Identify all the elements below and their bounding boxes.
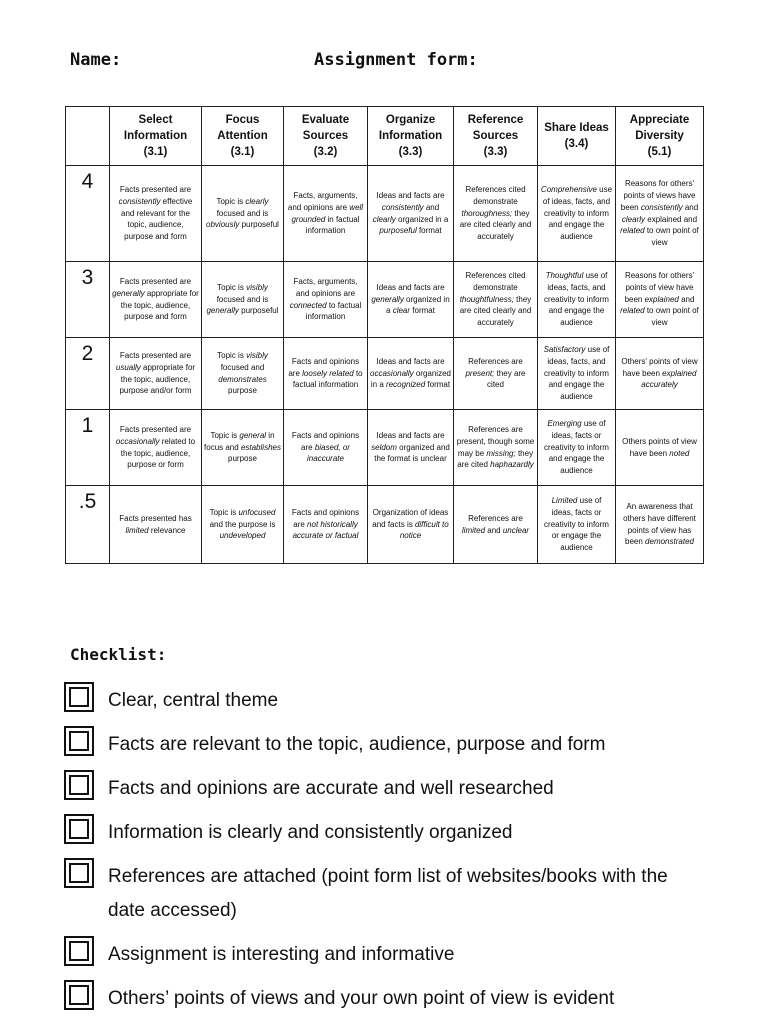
checklist-item-text: Assignment is interesting and informative — [108, 944, 455, 965]
rubric-cell: Facts presented has limited relevance — [110, 486, 202, 564]
rubric-cell: Facts and opinions are loosely related to factual information — [284, 338, 368, 410]
rubric-cell: Ideas and facts are generally organized in a clear format — [368, 262, 454, 338]
rubric-row — [66, 486, 704, 564]
rubric-cell: Facts presented are consistently effective and relevant for the topic, audience, purpose and form — [110, 166, 202, 262]
rubric-cell: Topic is unfocused and the purpose is undeveloped — [202, 486, 284, 564]
rubric-cell: Ideas and facts are seldom organized and the format is unclear — [368, 410, 454, 486]
name-label: Name: — [70, 50, 122, 70]
rubric-cell: Ideas and facts are consistently and clearly organized in a purposeful format — [368, 166, 454, 262]
checkbox[interactable] — [64, 936, 94, 966]
rubric-column-header: Appreciate Diversity (5.1) — [616, 107, 704, 166]
rubric-cell: Topic is visibly focused and is generally purposeful — [202, 262, 284, 338]
rubric-cell: References cited demonstrate thoughtfulness; they are cited clearly and accurately — [454, 262, 538, 338]
rubric-cell: Satisfactory use of ideas, facts, and creativity to inform and engage the audience — [538, 338, 616, 410]
rubric-score: 1 — [66, 410, 110, 486]
rubric-cell: An awareness that others have different points of view has been demonstrated — [616, 486, 704, 564]
rubric-header-row — [66, 107, 704, 166]
rubric-column-header: Organize Information (3.3) — [368, 107, 454, 166]
checkbox[interactable] — [64, 858, 94, 888]
checkbox[interactable] — [64, 770, 94, 800]
rubric-column-header: Share Ideas (3.4) — [538, 107, 616, 166]
checklist-title: Checklist: — [70, 645, 167, 664]
rubric-cell: Limited use of ideas, facts or creativity to inform or engage the audience — [538, 486, 616, 564]
assignment-form-label: Assignment form: — [314, 50, 478, 70]
rubric-cell: Ideas and facts are occasionally organized in a recognized format — [368, 338, 454, 410]
rubric-cell: Facts and opinions are biased, or inaccurate — [284, 410, 368, 486]
rubric-score: 4 — [66, 166, 110, 262]
checklist-item-text: Others’ points of views and your own point of view is evident — [108, 988, 615, 1009]
checklist-item-text: Clear, central theme — [108, 690, 279, 711]
rubric-table — [65, 106, 704, 564]
rubric-cell: Facts, arguments, and opinions are connected to factual information — [284, 262, 368, 338]
rubric-body — [66, 166, 704, 564]
rubric-column-header: Evaluate Sources (3.2) — [284, 107, 368, 166]
rubric-row — [66, 338, 704, 410]
rubric-cell: References are limited and unclear — [454, 486, 538, 564]
rubric-cell: References are present, though some may be missing; they are cited haphazardly — [454, 410, 538, 486]
checklist-item-text: Facts are relevant to the topic, audience, purpose and form — [108, 734, 606, 755]
rubric-cell: Facts, arguments, and opinions are well grounded in factual information — [284, 166, 368, 262]
rubric-cell: Thoughtful use of ideas, facts, and creativity to inform and engage the audience — [538, 262, 616, 338]
rubric-cell: Organization of ideas and facts is difficult to notice — [368, 486, 454, 564]
rubric-cell: Emerging use of ideas, facts or creativity to inform and engage the audience — [538, 410, 616, 486]
rubric-column-header: Select Information (3.1) — [110, 107, 202, 166]
checklist-item-text: References are attached (point form list of websites/books with the date accessed) — [108, 866, 668, 921]
rubric-cell: Facts presented are usually appropriate for the topic, audience, purpose and/or form — [110, 338, 202, 410]
rubric-cell: References cited demonstrate thoroughness; they are cited clearly and accurately — [454, 166, 538, 262]
rubric-cell: Others' points of view have been explained accurately — [616, 338, 704, 410]
rubric-column-header: Reference Sources (3.3) — [454, 107, 538, 166]
checkbox[interactable] — [64, 682, 94, 712]
rubric-cell: Facts and opinions are not historically accurate or factual — [284, 486, 368, 564]
rubric-cell: Comprehensive use of ideas, facts, and creativity to inform and engage the audience — [538, 166, 616, 262]
rubric-cell: Topic is visibly focused and demonstrates purpose — [202, 338, 284, 410]
rubric-row — [66, 262, 704, 338]
checkbox[interactable] — [64, 980, 94, 1010]
checklist-item-text: Information is clearly and consistently organized — [108, 822, 513, 843]
rubric-row — [66, 410, 704, 486]
rubric-cell: Reasons for others' points of views have been consistently and clearly explained and related to own point of view — [616, 166, 704, 262]
rubric-cell: Facts presented are generally appropriate for the topic, audience, purpose and form — [110, 262, 202, 338]
rubric-score: 3 — [66, 262, 110, 338]
rubric-cell: Reasons for others' points of view have been explained and related to own point of view — [616, 262, 704, 338]
rubric-cell: References are present; they are cited — [454, 338, 538, 410]
rubric-cell: Topic is general in focus and establishes purpose — [202, 410, 284, 486]
rubric-cell: Others points of view have been noted — [616, 410, 704, 486]
rubric-column-header: Focus Attention (3.1) — [202, 107, 284, 166]
checkbox[interactable] — [64, 814, 94, 844]
rubric-score: 2 — [66, 338, 110, 410]
checkbox[interactable] — [64, 726, 94, 756]
rubric-cell: Facts presented are occasionally related to the topic, audience, purpose or form — [110, 410, 202, 486]
checklist-item-text: Facts and opinions are accurate and well researched — [108, 778, 554, 799]
rubric-cell: Topic is clearly focused and is obviously purposeful — [202, 166, 284, 262]
rubric-score: .5 — [66, 486, 110, 564]
rubric-row — [66, 166, 704, 262]
rubric-corner-cell — [66, 107, 110, 166]
